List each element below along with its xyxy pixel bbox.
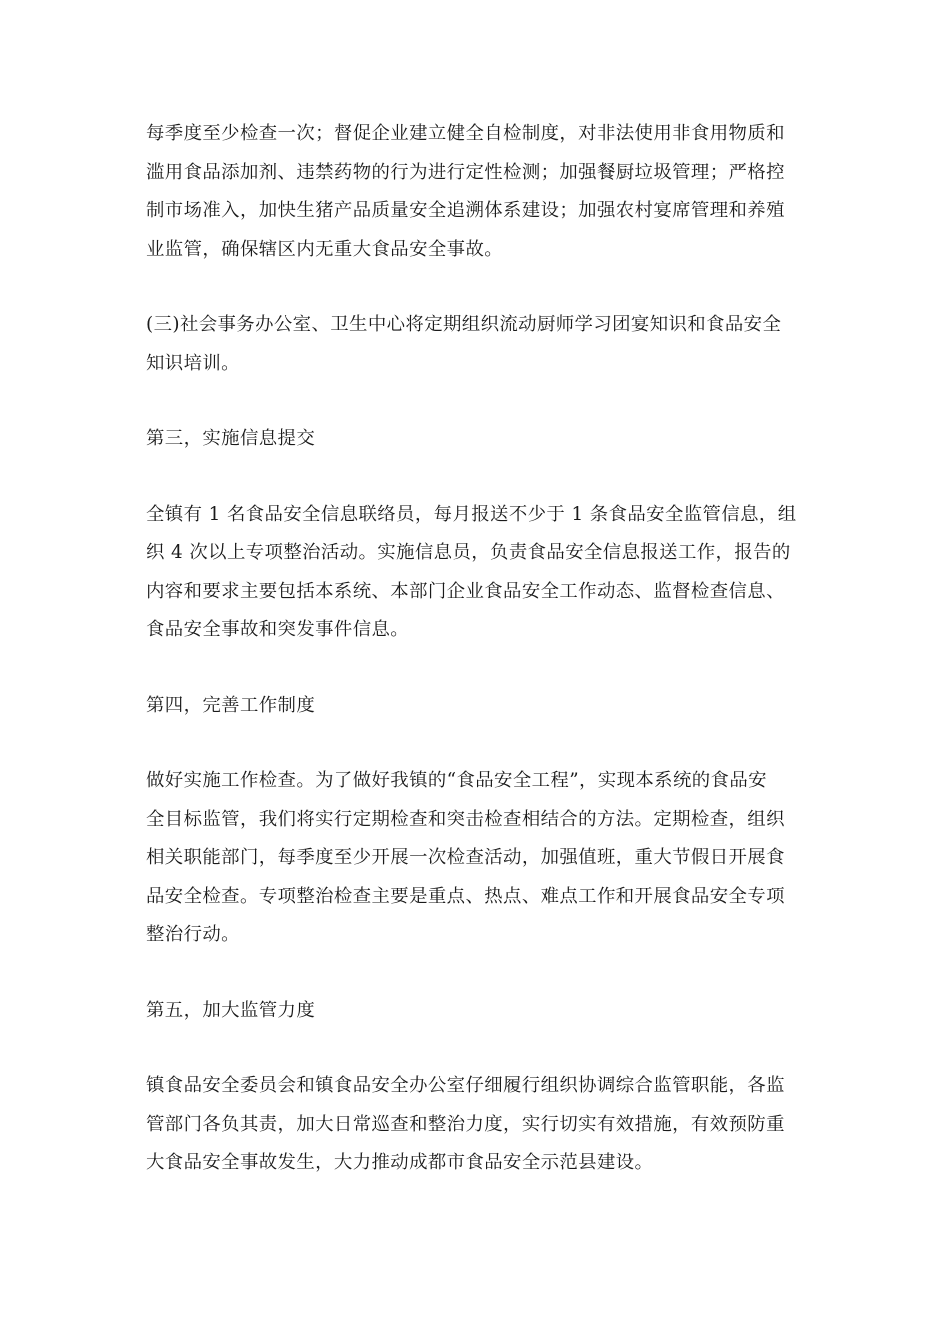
text-line: 全目标监管，我们将实行定期检查和突击检查相结合的方法。定期检查，组织 — [146, 808, 785, 830]
text-line: 镇食品安全委员会和镇食品安全办公室仔细履行组织协调综合监管职能，各监 — [146, 1075, 785, 1096]
paragraph-gap — [146, 650, 806, 687]
paragraph-gap — [146, 725, 806, 762]
document-page — [146, 115, 806, 1183]
paragraph-inspection-rules — [146, 115, 806, 269]
text-line: 内容和要求主要包括本系统、本部门企业食品安全工作动态、监督检查信息、 — [146, 580, 785, 602]
section-heading-information: 第三，实施信息提交 — [146, 428, 316, 449]
paragraph-supervision-effort — [146, 1067, 806, 1183]
paragraph-gap — [146, 269, 806, 306]
text-line: 相关职能部门，每季度至少开展一次检查活动，加强值班，重大节假日开展食 — [146, 847, 785, 868]
text-line: 管部门各负其责，加大日常巡查和整治力度，实行切实有效措施，有效预防重 — [146, 1113, 785, 1135]
text-line: 整治行动。 — [146, 924, 240, 945]
paragraph-gap — [146, 1030, 806, 1067]
text-line: 业监管，确保辖区内无重大食品安全事故。 — [146, 238, 504, 260]
text-line: 大食品安全事故发生，大力推动成都市食品安全示范县建设。 — [146, 1152, 654, 1173]
text-line: 品安全检查。专项整治检查主要是重点、热点、难点工作和开展食品安全专项 — [146, 885, 785, 907]
paragraph-chef-training — [146, 306, 806, 383]
text-line: 每季度至少检查一次；督促企业建立健全自检制度，对非法使用非食用物质和 — [146, 123, 785, 144]
paragraph-gap — [146, 459, 806, 496]
text-line: 滥用食品添加剂、违禁药物的行为进行定性检测；加强餐厨垃圾管理；严格控 — [146, 161, 785, 183]
paragraph-information-submission — [146, 496, 806, 650]
text-line: (三)社会事务办公室、卫生中心将定期组织流动厨师学习团宴知识和食品安全 — [146, 314, 782, 335]
text-line: 织 4 次以上专项整治活动。实施信息员，负责食品安全信息报送工作，报告的 — [146, 542, 791, 563]
text-line: 知识培训。 — [146, 352, 240, 374]
section-heading-work-system: 第四，完善工作制度 — [146, 694, 316, 716]
paragraph-gap — [146, 955, 806, 992]
paragraph-work-inspection — [146, 762, 806, 955]
text-line: 做好实施工作检查。为了做好我镇的“食品安全工程”，实现本系统的食品安 — [146, 770, 767, 791]
paragraph-gap — [146, 383, 806, 420]
section-heading-supervision: 第五，加大监管力度 — [146, 999, 316, 1021]
text-line: 食品安全事故和突发事件信息。 — [146, 619, 410, 640]
text-line: 全镇有 1 名食品安全信息联络员，每月报送不少于 1 条食品安全监管信息，组 — [146, 503, 797, 525]
text-line: 制市场准入，加快生猪产品质量安全追溯体系建设；加强农村宴席管理和养殖 — [146, 200, 785, 221]
